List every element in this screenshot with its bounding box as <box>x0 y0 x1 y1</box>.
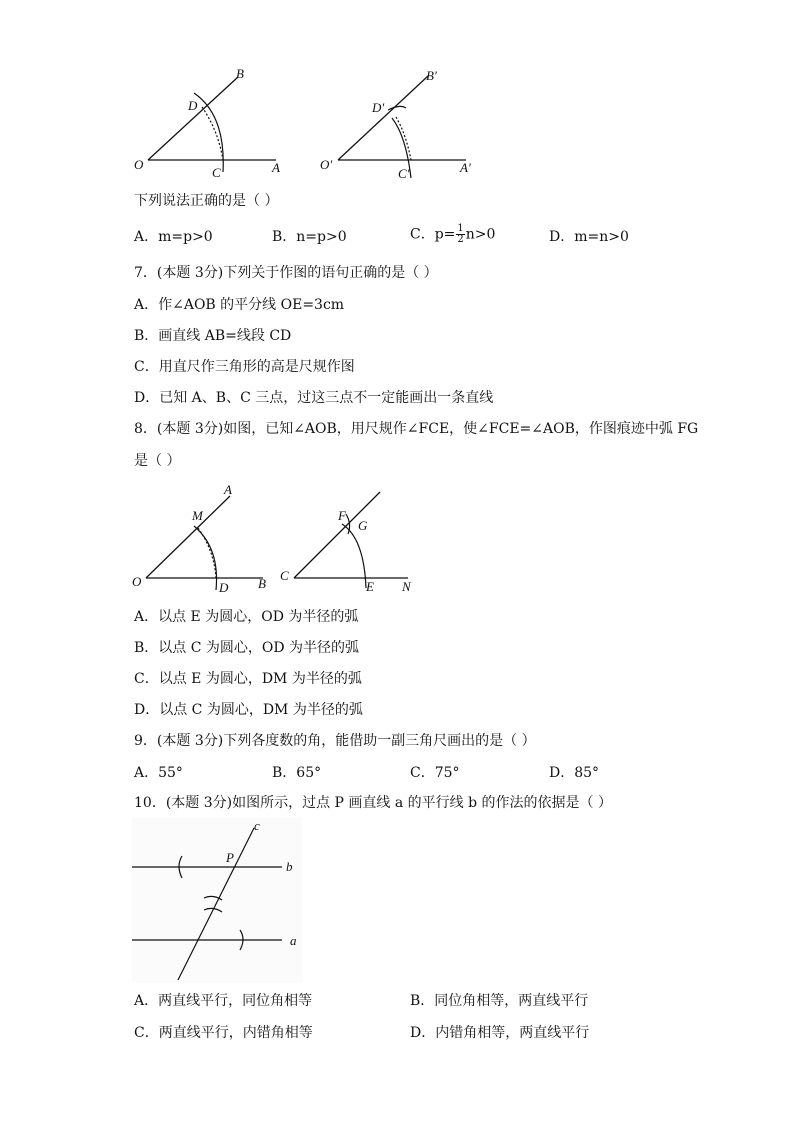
q6-fig2-label-o: O′ <box>320 157 333 172</box>
q6-fig2-label-a: A′ <box>460 160 471 175</box>
q6-fig1-label-o: O <box>134 157 144 172</box>
q7-option-d: D．已知 A、B、C 三点，过这三点不一定能画出一条直线 <box>134 390 494 406</box>
q10-fig-label-p: P <box>226 850 234 865</box>
q6-fig1-label-a: A <box>272 160 280 175</box>
q7-option-b: B．画直线 AB=线段 CD <box>134 328 292 344</box>
q6-option-c-prefix: C．p= <box>410 226 456 243</box>
q6-fig1-label-d: D <box>188 98 198 113</box>
q6-fig1-label-b: B <box>236 66 244 81</box>
q10-fig-label-b: b <box>286 859 293 874</box>
q8-figure-1 <box>128 478 278 598</box>
q8-fig1-label-b: B <box>258 576 266 591</box>
q8-fig2-label-g: G <box>358 518 368 533</box>
q6-option-c-numerator: 1 <box>457 223 464 234</box>
q6-figure-2 <box>316 62 496 187</box>
q8-fig1-label-m: M <box>192 508 203 523</box>
q6-fig2-label-b: B′ <box>426 68 437 83</box>
q9-option-c: C．75° <box>410 765 460 781</box>
q9-option-d: D．85° <box>549 765 600 781</box>
q10-fig-label-c: c <box>254 818 260 833</box>
q8-stem-line-2: 是（ ） <box>134 453 181 469</box>
q10-fig-label-a: a <box>290 933 297 948</box>
q9-option-b: B．65° <box>272 765 322 781</box>
q6-option-b: B．n=p>0 <box>272 229 347 245</box>
q10-option-c: C．两直线平行，内错角相等 <box>134 1025 313 1041</box>
q10-figure <box>132 818 302 983</box>
q6-fig2-label-d: D′ <box>372 100 385 115</box>
q10-option-b: B．同位角相等，两直线平行 <box>410 993 589 1009</box>
q7-option-a: A．作∠AOB 的平分线 OE=3cm <box>134 297 345 313</box>
q9-stem: 9．(本题 3分)下列各度数的角，能借助一副三角尺画出的是（ ） <box>134 733 536 749</box>
q8-fig2-label-n: N <box>402 579 411 594</box>
q6-option-d: D．m=n>0 <box>549 229 629 245</box>
q8-option-d: D．以点 C 为圆心，DM 为半径的弧 <box>134 702 363 718</box>
q8-fig2-label-e: E <box>366 579 374 594</box>
q9-option-a: A．55° <box>134 765 183 781</box>
q10-stem: 10．(本题 3分)如图所示，过点 P 画直线 a 的平行线 b 的作法的依据是（ ） <box>134 795 612 811</box>
q7-option-c: C．用直尺作三角形的高是尺规作图 <box>134 359 355 375</box>
q8-fig1-label-d: D <box>219 580 229 595</box>
q6-stem: 下列说法正确的是（ ） <box>134 193 279 209</box>
q6-fig1-label-c: C <box>212 165 221 180</box>
q8-fig2-label-f: F <box>338 508 346 523</box>
q6-option-a: A．m=p>0 <box>134 229 213 245</box>
q6-option-c <box>410 224 495 245</box>
q8-option-b: B．以点 C 为圆心，OD 为半径的弧 <box>134 640 360 656</box>
q7-stem: 7．(本题 3分)下列关于作图的语句正确的是（ ） <box>134 265 438 281</box>
q6-figure-1 <box>126 60 296 185</box>
q8-figure-2 <box>278 480 428 595</box>
q6-option-c-suffix: n>0 <box>465 226 496 243</box>
q6-option-c-denominator: 2 <box>457 234 464 245</box>
q10-option-a: A．两直线平行，同位角相等 <box>134 993 313 1009</box>
q8-option-a: A．以点 E 为圆心，OD 为半径的弧 <box>134 609 359 625</box>
q6-option-c-fraction <box>456 224 464 245</box>
q8-stem-line-1: 8．(本题 3分)如图，已知∠AOB，用尺规作∠FCE，使∠FCE=∠AOB，作图痕迹中弧 FG <box>134 421 699 437</box>
q8-fig1-label-a: A <box>224 482 232 497</box>
q8-fig2-label-c: C <box>280 568 289 583</box>
q8-fig1-label-o: O <box>132 574 142 589</box>
q10-option-d: D．内错角相等，两直线平行 <box>410 1025 590 1041</box>
q6-fig2-label-c: C′ <box>398 166 410 181</box>
q8-option-c: C．以点 E 为圆心，DM 为半径的弧 <box>134 671 362 687</box>
